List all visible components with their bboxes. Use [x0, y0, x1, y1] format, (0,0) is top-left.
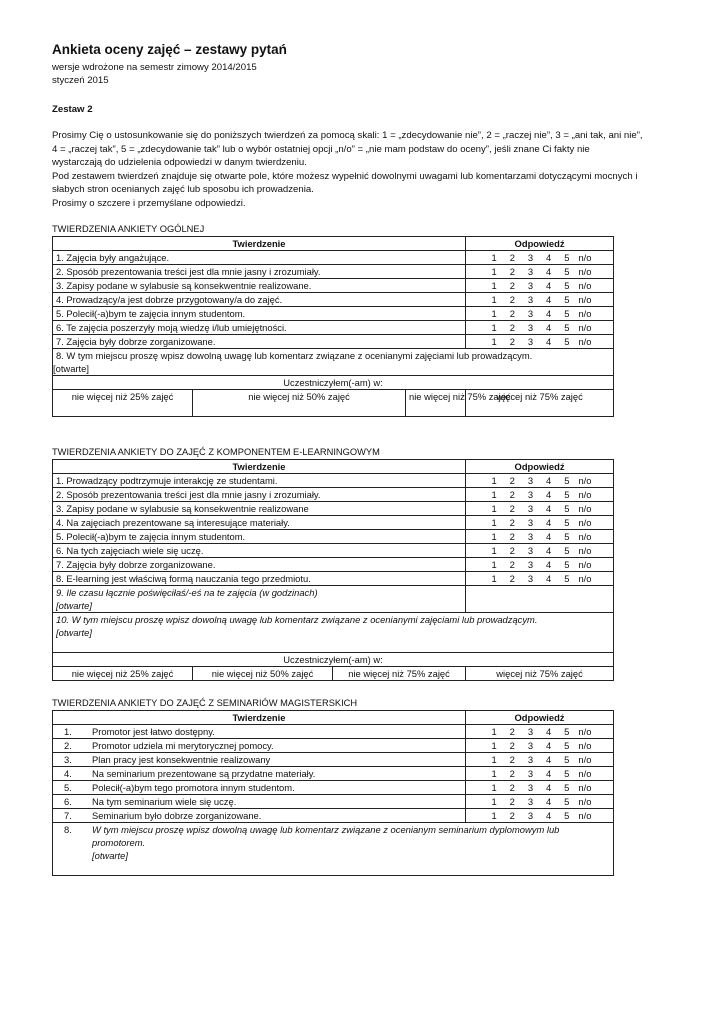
section-title-elearning: TWIERDZENIA ANKIETY DO ZAJĘĆ Z KOMPONENTEM E-LEARNINGOWYM — [52, 447, 380, 457]
section-title-general: TWIERDZENIA ANKIETY OGÓLNEJ — [52, 224, 205, 234]
attendance-option[interactable]: nie więcej niż 75% zajęć — [406, 390, 466, 417]
date-note: styczeń 2015 — [52, 75, 109, 86]
statement: 7. Zajęcia były dobrze zorganizowane. — [53, 558, 466, 572]
statement: 6. Te zajęcia poszerzyły moją wiedzę i/lub umiejętności. — [53, 321, 466, 335]
set-label: Zestaw 2 — [52, 104, 93, 115]
open-comment-field[interactable]: 10. W tym miejscu proszę wpisz dowolną uwagę lub komentarz związane z ocenianymi zajęciami lub prowadzącym. [otwarte] — [53, 613, 614, 653]
attendance-option[interactable]: więcej niż 75% zajęć — [466, 390, 614, 417]
version-note: wersje wdrożone na semestr zimowy 2014/2015 — [52, 62, 257, 73]
rating-scale[interactable]: 1 2 3 4 5 n/o — [466, 251, 614, 265]
statement: 8. E-learning jest właściwą formą nauczania tego przedmiotu. — [53, 572, 466, 586]
table-row — [53, 544, 614, 558]
statement: 3. Zapisy podane w sylabusie są konsekwentnie realizowane — [53, 502, 466, 516]
column-header-answer: Odpowiedź — [466, 460, 614, 474]
open-comment-row — [53, 613, 614, 653]
attendance-label: Uczestniczyłem(-am) w: — [53, 376, 614, 390]
column-header-statement: Twierdzenie — [53, 460, 466, 474]
table-row — [53, 488, 614, 502]
instructions-line: wystarczają do udzielenia odpowiedzi w danym twierdzeniu. — [52, 157, 307, 169]
attendance-option[interactable]: nie więcej niż 75% zajęć — [333, 667, 466, 681]
table-row — [53, 781, 614, 795]
rating-scale[interactable]: 1 2 3 4 5 n/o — [466, 335, 614, 349]
column-header-answer: Odpowiedź — [466, 711, 614, 725]
rating-scale[interactable]: 1 2 3 4 5 n/o — [466, 474, 614, 488]
attendance-option[interactable]: nie więcej niż 50% zajęć — [193, 390, 406, 417]
statement: 1. Promotor jest łatwo dostępny. — [53, 725, 466, 739]
rating-scale[interactable]: 1 2 3 4 5 n/o — [466, 558, 614, 572]
rating-scale[interactable]: 1 2 3 4 5 n/o — [466, 516, 614, 530]
statement: 3. Zapisy podane w sylabusie są konsekwentnie realizowane. — [53, 279, 466, 293]
hours-question: 9. Ile czasu łącznie poświęciłaś/-eś na te zajęcia (w godzinach) [otwarte] — [53, 586, 466, 613]
table-row — [53, 753, 614, 767]
attendance-option[interactable]: nie więcej niż 50% zajęć — [193, 667, 333, 681]
statement: 2. Sposób prezentowania treści jest dla mnie jasny i zrozumiały. — [53, 488, 466, 502]
statement: 2. Promotor udziela mi merytorycznej pomocy. — [53, 739, 466, 753]
rating-scale[interactable]: 1 2 3 4 5 n/o — [466, 279, 614, 293]
table-row — [53, 572, 614, 586]
rating-scale[interactable]: 1 2 3 4 5 n/o — [466, 809, 614, 823]
column-header-statement: Twierdzenie — [53, 711, 466, 725]
table-row — [53, 251, 614, 265]
table-row — [53, 739, 614, 753]
statement: 4. Na zajęciach prezentowane są interesujące materiały. — [53, 516, 466, 530]
rating-scale[interactable]: 1 2 3 4 5 n/o — [466, 307, 614, 321]
document-title: Ankieta oceny zajęć – zestawy pytań — [52, 42, 287, 57]
column-header-answer: Odpowiedź — [466, 237, 614, 251]
instructions-line: Prosimy Cię o ustosunkowanie się do poniższych twierdzeń za pomocą skali: 1 = „zdecydowanie nie”, 2 = „raczej nie”, 3 = „ani tak, ani nie”, — [52, 130, 643, 141]
open-comment-field[interactable]: 8. W tym miejscu proszę wpisz dowolną uwagę lub komentarz związane z ocenianym seminarium dyplomowym lub promotorem. [otwarte] — [53, 823, 614, 876]
statement: 5. Polecił(-a)bym te zajęcia innym studentom. — [53, 307, 466, 321]
rating-scale[interactable]: 1 2 3 4 5 n/o — [466, 572, 614, 586]
open-comment-row — [53, 349, 614, 376]
hours-row — [53, 586, 614, 613]
table-row — [53, 279, 614, 293]
statement: 7. Zajęcia były dobrze zorganizowane. — [53, 335, 466, 349]
statement: 6. Na tych zajęciach wiele się uczę. — [53, 544, 466, 558]
statement: 4. Prowadzący/a jest dobrze przygotowany/a do zajęć. — [53, 293, 466, 307]
table-row — [53, 558, 614, 572]
table-row — [53, 321, 614, 335]
column-header-statement: Twierdzenie — [53, 237, 466, 251]
seminar-survey-table — [52, 710, 614, 876]
rating-scale[interactable]: 1 2 3 4 5 n/o — [466, 767, 614, 781]
instructions-line: Pod zestawem twierdzeń znajduje się otwarte pole, które możesz wypełnić dowolnymi uwagami lub komentarzami dotyczącymi mocnych i — [52, 170, 638, 182]
table-row — [53, 725, 614, 739]
table-row — [53, 530, 614, 544]
rating-scale[interactable]: 1 2 3 4 5 n/o — [466, 488, 614, 502]
table-row — [53, 335, 614, 349]
statement: 7. Seminarium było dobrze zorganizowane. — [53, 809, 466, 823]
attendance-option[interactable]: nie więcej niż 25% zajęć — [53, 390, 193, 417]
rating-scale[interactable]: 1 2 3 4 5 n/o — [466, 293, 614, 307]
rating-scale[interactable]: 1 2 3 4 5 n/o — [466, 795, 614, 809]
instructions-line: słabych stron ocenianych zajęć lub sposobu ich prowadzenia. — [52, 184, 314, 196]
rating-scale[interactable]: 1 2 3 4 5 n/o — [466, 502, 614, 516]
rating-scale[interactable]: 1 2 3 4 5 n/o — [466, 544, 614, 558]
statement: 6. Na tym seminarium wiele się uczę. — [53, 795, 466, 809]
section-title-seminar: TWIERDZENIA ANKIETY DO ZAJĘĆ Z SEMINARIÓW MAGISTERSKICH — [52, 698, 358, 708]
elearning-survey-table — [52, 459, 614, 681]
attendance-label: Uczestniczyłem(-am) w: — [53, 653, 614, 667]
table-row — [53, 502, 614, 516]
statement: 3. Plan pracy jest konsekwentnie realizowany — [53, 753, 466, 767]
statement: 1. Zajęcia były angażujące. — [53, 251, 466, 265]
table-row — [53, 516, 614, 530]
table-row — [53, 809, 614, 823]
rating-scale[interactable]: 1 2 3 4 5 n/o — [466, 725, 614, 739]
statement: 5. Polecił(-a)bym te zajęcia innym studentom. — [53, 530, 466, 544]
rating-scale[interactable]: 1 2 3 4 5 n/o — [466, 265, 614, 279]
rating-scale[interactable]: 1 2 3 4 5 n/o — [466, 739, 614, 753]
attendance-options — [53, 390, 614, 417]
hours-input[interactable] — [466, 586, 614, 613]
open-comment-row — [53, 823, 614, 876]
rating-scale[interactable]: 1 2 3 4 5 n/o — [466, 781, 614, 795]
instructions-line: Prosimy o szczere i przemyślane odpowiedzi. — [52, 197, 246, 209]
rating-scale[interactable]: 1 2 3 4 5 n/o — [466, 321, 614, 335]
instructions — [52, 129, 672, 211]
attendance-option[interactable]: nie więcej niż 25% zajęć — [53, 667, 193, 681]
open-comment-field[interactable]: 8. W tym miejscu proszę wpisz dowolną uwagę lub komentarz związane z ocenianymi zajęciami lub prowadzącym. [otwarte] — [53, 349, 614, 376]
rating-scale[interactable]: 1 2 3 4 5 n/o — [466, 530, 614, 544]
table-row — [53, 293, 614, 307]
rating-scale[interactable]: 1 2 3 4 5 n/o — [466, 753, 614, 767]
table-row — [53, 307, 614, 321]
statement: 1. Prowadzący podtrzymuje interakcję ze studentami. — [53, 474, 466, 488]
instructions-line: 4 = „raczej tak”, 5 = „zdecydowanie tak” lub o wybór ostatniej opcji „n/o” = „nie mam podstaw do oceny”, jeśli znane Ci fakty nie — [52, 143, 590, 155]
statement: 2. Sposób prezentowania treści jest dla mnie jasny i zrozumiały. — [53, 265, 466, 279]
statement: 5. Polecił(-a)bym tego promotora innym studentom. — [53, 781, 466, 795]
table-row — [53, 474, 614, 488]
attendance-option[interactable]: więcej niż 75% zajęć — [466, 667, 614, 681]
table-row — [53, 795, 614, 809]
table-row — [53, 265, 614, 279]
general-survey-table — [52, 236, 614, 417]
statement: 4. Na seminarium prezentowane są przydatne materiały. — [53, 767, 466, 781]
attendance-options — [53, 667, 614, 681]
table-row — [53, 767, 614, 781]
